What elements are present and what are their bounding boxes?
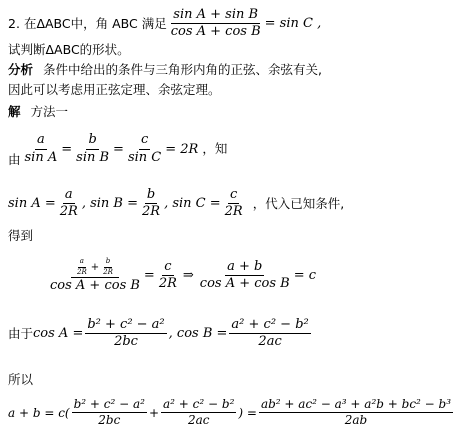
condition-numerator: sin A + sin B <box>171 8 260 24</box>
sinA-den: 2R <box>59 204 78 220</box>
dedao-text: 得到 <box>8 228 34 243</box>
condition-fraction <box>169 8 263 40</box>
sub-eq: = <box>143 268 155 284</box>
final-close: ) = <box>238 405 257 420</box>
final-fraction-2 <box>161 398 236 427</box>
cosA-num: b² + c² − a² <box>85 318 166 334</box>
final-f2-num: a² + c² − b² <box>161 398 236 413</box>
sinB-label: , sin B = <box>81 196 138 212</box>
law-c-num: c <box>139 133 150 149</box>
final-fraction-3 <box>259 398 453 427</box>
final-fraction-1 <box>72 398 147 427</box>
sub-c-den: 2R <box>158 276 177 292</box>
cosB-den: 2ac <box>258 334 282 350</box>
law-b-num: b <box>86 133 98 149</box>
sub-c-num: c <box>162 260 173 276</box>
sinA-num: a <box>63 188 75 204</box>
final-f1-num: b² + c² − a² <box>72 398 147 413</box>
solution-label: 解 <box>8 104 21 119</box>
analysis-text-1: 条件中给出的条件与三角形内角的正弦、余弦有关, <box>43 62 322 77</box>
cosA-den: 2bc <box>114 334 138 350</box>
cosA-label: cos A = <box>33 326 84 342</box>
law-fraction-b <box>74 133 111 165</box>
sine-expressions <box>8 188 344 220</box>
sinB-den: 2R <box>142 204 161 220</box>
suoyi-text: 所以 <box>8 372 34 387</box>
final-equation <box>8 398 455 427</box>
analysis-line-1 <box>8 64 322 77</box>
youyu-text: 由于 <box>8 325 34 341</box>
cosA-fraction <box>85 318 166 350</box>
sub-inner-b-num: b <box>104 258 112 268</box>
problem-task: 试判断ΔABC的形状。 <box>8 42 130 57</box>
dai-text: ，代入已知条件, <box>252 195 345 211</box>
sub-inner-a-den: 2R <box>77 267 87 276</box>
sinC-num: c <box>228 188 239 204</box>
solution-method: 方法一 <box>30 104 69 119</box>
cosine-expressions <box>8 318 313 350</box>
problem-number: 2. <box>8 15 20 31</box>
sub-numerator <box>71 258 119 278</box>
law-b-den: sin B <box>76 149 110 165</box>
problem-statement <box>8 8 321 40</box>
sub-result-num: a + b <box>225 260 264 276</box>
condition-denominator: cos A + cos B <box>170 24 261 40</box>
sub-plus: + <box>90 261 100 273</box>
law-of-sines: 由 $\frac{a}{\text{sin A}}$ = $\frac{b}{\text{sin B}}$ = $\frac{c}{\text{sin C}}$ = 2R ，知 <box>8 132 228 167</box>
sub-result-rhs: = c <box>293 268 317 284</box>
sinB-num: b <box>145 188 157 204</box>
law-a-den: sin A <box>24 149 58 165</box>
law-c-den: sin C <box>127 149 162 165</box>
sub-inner-b <box>101 258 115 276</box>
law-rhs: = 2R <box>165 141 199 157</box>
you-text: 由 <box>8 152 21 167</box>
law-a-num: a <box>35 133 47 149</box>
sub-result-den: cos A + cos B <box>199 276 290 292</box>
sinC-fraction <box>223 188 245 220</box>
sinC-label: , sin C = <box>164 196 221 212</box>
sub-denominator: cos A + cos B <box>50 278 140 294</box>
sinB-fraction <box>140 188 162 220</box>
final-plus: + <box>148 405 160 420</box>
condition-rhs: = sin C , <box>264 16 322 32</box>
analysis-text-2: 因此可以考虑用正弦定理、余弦定理。 <box>8 82 221 97</box>
law-fraction-a <box>23 133 60 165</box>
final-lhs: a + b = c( <box>8 405 70 420</box>
cosB-label: , cos B = <box>168 326 228 342</box>
sub-big-fraction <box>48 258 142 294</box>
problem-intro: 在ΔABC中，角 ABC 满足 <box>23 15 167 31</box>
final-f2-den: 2ac <box>187 413 210 428</box>
sub-inner-b-den: 2R <box>103 267 113 276</box>
final-f3-num: ab² + ac² − a³ + a²b + bc² − b³ <box>259 398 453 413</box>
sinA-fraction <box>58 188 80 220</box>
sub-inner-a-num: a <box>78 258 86 268</box>
sinA-label: sin A = <box>8 196 56 212</box>
substituted-equation <box>46 258 316 294</box>
cosB-num: a² + c² − b² <box>229 318 310 334</box>
sub-inner-a <box>75 258 89 276</box>
sub-result-fraction <box>198 260 292 292</box>
sinC-den: 2R <box>224 204 243 220</box>
analysis-label: 分析 <box>8 62 34 77</box>
implies-arrow: ⇒ <box>182 268 194 284</box>
sub-c-fraction <box>157 260 179 292</box>
final-f3-den: 2ab <box>344 413 368 428</box>
final-f1-den: 2bc <box>98 413 121 428</box>
solution-heading <box>8 106 68 119</box>
law-fraction-c <box>126 133 163 165</box>
zhi-text: ，知 <box>202 141 228 156</box>
cosB-fraction <box>229 318 310 350</box>
